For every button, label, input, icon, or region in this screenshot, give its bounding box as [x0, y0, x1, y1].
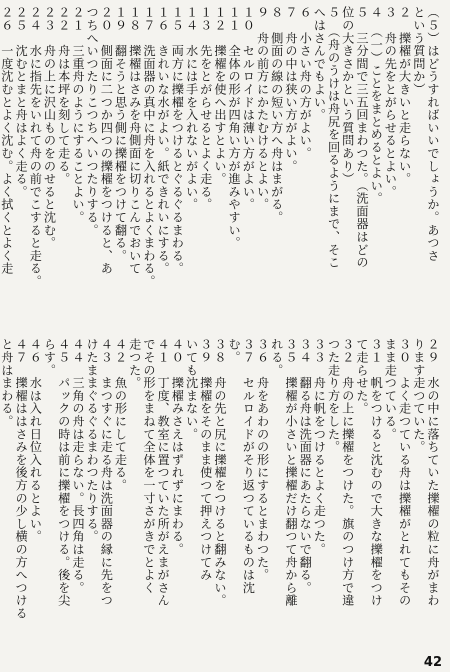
page-number: 42: [423, 655, 442, 670]
text-line: ２９ 水の中に落ちていた擽櫂の粒に舟がまわ: [426, 338, 440, 607]
text-line: ４２ 魚の形にして走る。: [113, 338, 128, 492]
text-line: １２ 擽櫂を使へ出すとよい。: [212, 6, 227, 186]
text-line: １９ 翻そうと思う側に擽櫂をつけて翻る。: [113, 6, 128, 262]
text-line: ります走つていた。: [411, 338, 426, 454]
text-line: ７ 舟の中は狭い方がよい。: [283, 6, 298, 173]
text-line: ３８ 舟の先と尻に擽櫂をつけると翻みない。: [212, 338, 227, 607]
text-line: へはさんでもよい。: [312, 6, 327, 122]
text-line: 位の大きさかという質問あり）: [340, 6, 355, 186]
text-line: いても沈まない。: [184, 338, 199, 441]
text-line: ３０ よく走つている舟は擽櫂がとれてもその: [397, 338, 412, 607]
text-line: １１ 全体の形が四角い方が進みやすい。: [227, 6, 242, 250]
text-line: １８ 擽櫂はさみを舟側面に切りこんでおいて: [127, 6, 142, 275]
text-line: ３７ セルロイドがそり返つているものは沈: [241, 338, 256, 594]
text-line: ９ 舟の前方にかたむけるとよい。: [255, 6, 270, 211]
text-line: む。: [227, 338, 242, 364]
text-line: ３５ 擽櫂が小さいと擽櫂だけ翻つて舟から離: [283, 338, 298, 607]
text-line: らす。: [42, 338, 57, 377]
text-line: ２２ 舟は本坪を刻して走る。: [56, 6, 71, 186]
text-line: １０ セルロイドは薄い方がよい。: [241, 6, 256, 211]
text-line: ３４ 翻る舟は洗面器にあたらないで翻る。: [298, 338, 313, 594]
text-line: まま走つている。: [383, 338, 398, 441]
text-line: ３１ 帆をつけると沈むので大きな擽櫂をつけ: [369, 338, 384, 607]
text-line: 走つた。: [127, 338, 142, 390]
text-line: でその形をまねて全体を一寸さがきでとよく: [141, 338, 156, 594]
text-line: ３３ 舟に帆をつけるとよく走つた。: [312, 338, 327, 556]
text-line: て走らせた。: [354, 338, 369, 415]
text-line: ４ （一）ことをまとめるとよい。: [369, 6, 384, 205]
text-line: つた走り方をした。: [326, 338, 341, 454]
text-line: ２５ 沈むとまと舟はよく走る。: [14, 6, 29, 198]
text-line: ４１ 丁度、教室に置つていた所がえまがさん: [156, 338, 171, 607]
text-line: つちへいつたりこつちへいつたりする。: [85, 6, 100, 237]
text-line: ４３ まつすぐに走る舟は洗面器の縁に先をつ: [99, 338, 114, 607]
text-line: ３９ 擽櫂をそのまま使つて押えつけてみ: [198, 338, 213, 582]
text-line: １６ きれいな水がよい。紙できれいにする。: [156, 6, 171, 275]
text-line: １５ 両方に擽櫂をつけるとぐるぐるまわる。: [170, 6, 185, 275]
text-line: ４７ 擽櫂ははさみを後方の少し横の方へつける: [14, 338, 29, 620]
text-line: ４５ パックの時は前に擽櫂をつける。後を尖: [56, 338, 71, 607]
text-line: ４４ 三角の舟は走らない。長四角は走る。: [70, 338, 85, 594]
text-line: １４ 水には手を入れないがよい。: [184, 6, 199, 211]
text-line: と舟はまわる。: [0, 338, 14, 428]
text-line: ２３ 舟の上に沢山ものをのせると沈む。: [42, 6, 57, 250]
text-line: れる。: [269, 338, 284, 377]
text-line: という質問か）: [411, 6, 426, 96]
text-line: ４０ 擽櫂みさえはずれずにまわる。: [170, 338, 185, 556]
text-line: ４６ 水は入れ日位入れるとよい。: [28, 338, 43, 543]
text-line: ２４ 水に指先をいれて舟の前でこすると走る。: [28, 6, 43, 288]
bottom-text-block: [0, 338, 440, 644]
text-line: （５）はどうすればいいでしょうか。あつさ: [426, 6, 440, 262]
text-line: １３ 先をとがらせるとよく走る。: [198, 6, 213, 211]
text-line: ６ 小さい舟の方がよい。: [298, 6, 313, 160]
text-line: ２０ 側面に二つか四つの擽櫂をつけると、あ: [99, 6, 114, 275]
text-line: ２１ 三重舟のようにすることよい。: [70, 6, 85, 224]
top-text-block: [0, 6, 440, 312]
text-line: ２ 擽櫂が大きいと走らない。: [397, 6, 412, 186]
text-line: ３６ 舟をあわのの形にするとまわつた。: [255, 338, 270, 582]
text-line: けたままぐるぐるまわつたりする。: [85, 338, 100, 543]
text-line: ２６ 一度沈むとよく沈む。よく拭くとよく走: [0, 6, 14, 275]
text-line: ５ 三分間で三五回まわつた。（洗面器はどの: [354, 6, 369, 269]
text-line: １７ 洗面器の真中に舟を入れるとよくまわる。: [141, 6, 156, 288]
text-line: ５ （舟のうけは舟尻を回るようにまで、そこ: [326, 6, 341, 269]
text-line: ８ 側面の線の短い方へ舟はまがる。: [269, 6, 284, 224]
text-line: ３ 舟の先をとがらせるとよい。: [383, 6, 398, 198]
text-line: ３２ 舟の上に擽櫂をつけた。旗のつけ方で違: [340, 338, 355, 607]
